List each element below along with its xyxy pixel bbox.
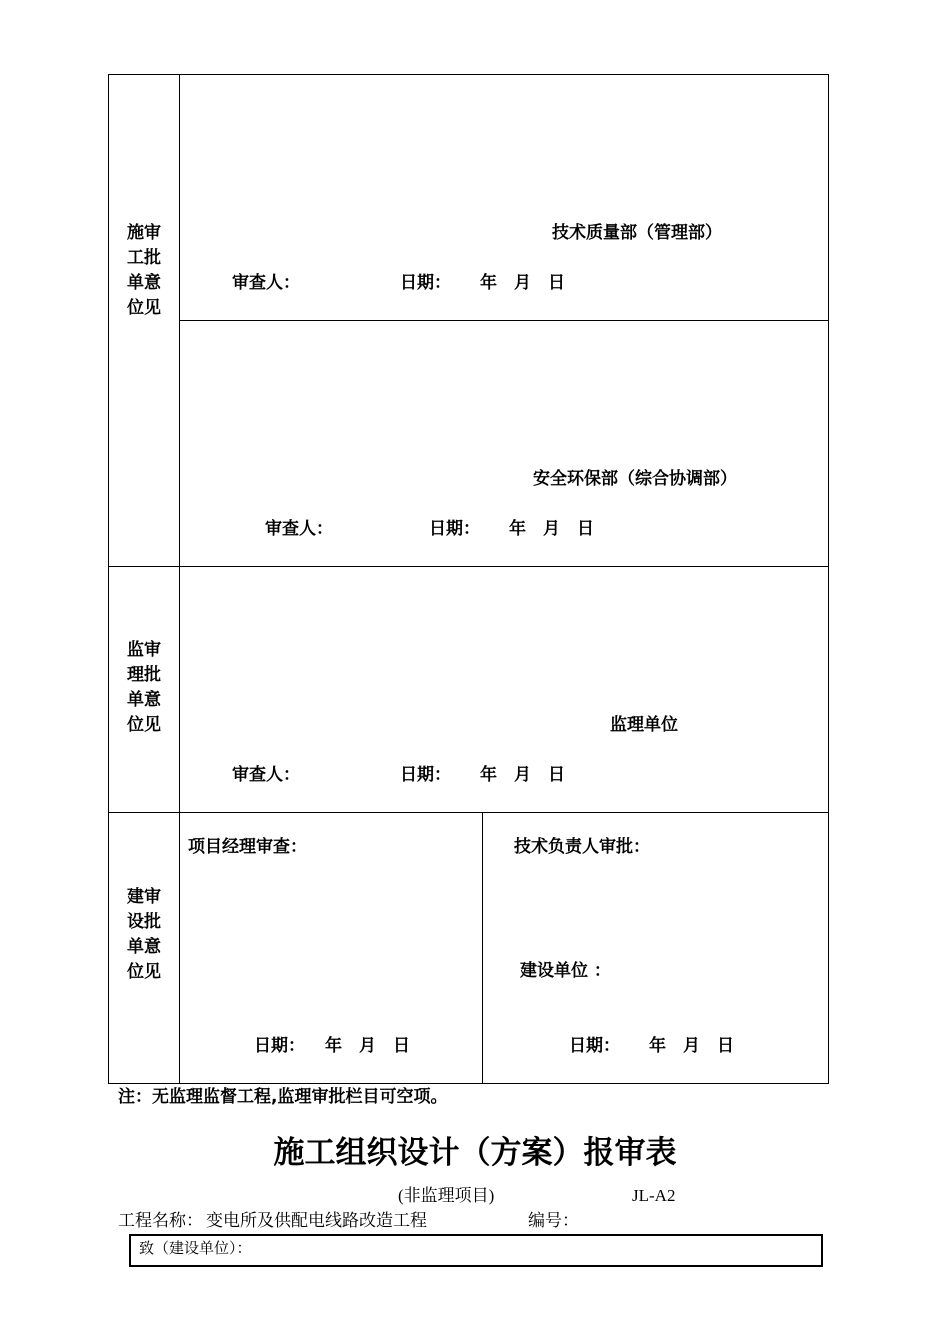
label-line: 设批	[127, 912, 161, 932]
tech-date-label: 日期：	[400, 273, 451, 293]
owner-unit-text: 建设单位 ：	[520, 961, 611, 981]
pm-date-label: 日期：	[254, 1036, 305, 1056]
safety-env-dept: 安全环保部（综合协调部）	[533, 469, 737, 489]
safety-date-label: 日期：	[429, 519, 480, 539]
label-line: 位见	[127, 298, 161, 318]
footnote: 注：无监理监督工程,监理审批栏目可空项。	[118, 1087, 448, 1107]
tech-quality-dept: 技术质量部（管理部）	[552, 223, 722, 243]
project-name-value: 变电所及供配电线路改造工程	[206, 1211, 427, 1231]
tech-reviewer-label: 审查人：	[232, 273, 300, 293]
safety-reviewer-label: 审查人：	[265, 519, 333, 539]
label-line: 监审	[127, 640, 161, 660]
construction-unit-label	[108, 221, 180, 321]
label-line: 施审	[127, 223, 161, 243]
tech-approve-label: 技术负责人审批：	[514, 837, 650, 857]
supervision-date-label: 日期：	[400, 765, 451, 785]
addressee-label: 致（建设单位）：	[139, 1239, 252, 1257]
label-line: 工批	[127, 248, 161, 268]
label-line: 单意	[127, 690, 161, 710]
owner-date-label: 日期：	[569, 1036, 620, 1056]
label-line: 建审	[127, 887, 161, 907]
tech-date-ymd: 年 月 日	[480, 273, 565, 293]
supervision-unit-text: 监理单位	[610, 715, 678, 735]
pm-review-label: 项目经理审查：	[188, 837, 307, 857]
supervision-reviewer-label: 审查人：	[232, 765, 300, 785]
safety-date-ymd: 年 月 日	[509, 519, 594, 539]
number-label: 编号：	[528, 1211, 579, 1231]
supervision-date-ymd: 年 月 日	[480, 765, 565, 785]
label-line: 单意	[127, 937, 161, 957]
project-name-label: 工程名称：	[118, 1211, 203, 1231]
label-line: 理批	[127, 665, 161, 685]
label-line: 单意	[127, 273, 161, 293]
owner-unit-label	[108, 885, 180, 985]
form-code: JL-A2	[632, 1186, 676, 1205]
label-line: 位见	[127, 715, 161, 735]
form-title: 施工组织设计（方案）报审表	[273, 1135, 677, 1171]
owner-date-ymd: 年 月 日	[649, 1036, 734, 1056]
supervision-unit-label	[108, 638, 180, 738]
label-line: 位见	[127, 962, 161, 982]
pm-date-ymd: 年 月 日	[325, 1036, 410, 1056]
form-subtitle: (非监理项目)	[398, 1186, 495, 1205]
